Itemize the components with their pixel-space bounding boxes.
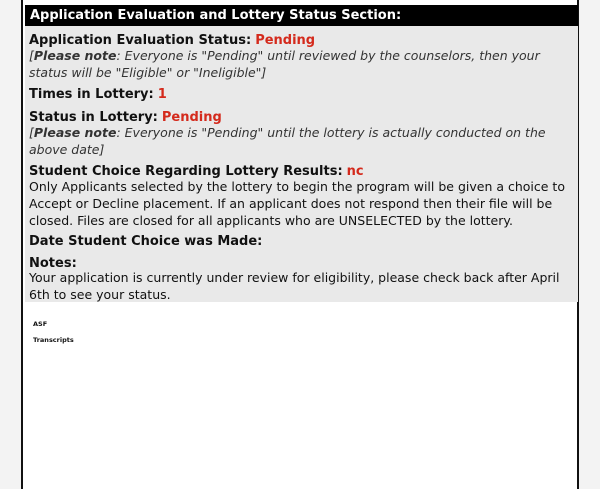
times-in-lottery-value: 1 (157, 87, 167, 102)
lottery-status-note (29, 124, 577, 158)
transcripts-link[interactable]: Transcripts (33, 336, 74, 344)
lottery-status-label: Status in Lottery: (29, 110, 158, 125)
times-in-lottery-line (29, 85, 577, 103)
choice-date-label: Date Student Choice was Made: (29, 234, 263, 249)
evaluation-status-note (29, 47, 577, 81)
evaluation-status-value: Pending (255, 33, 316, 48)
lottery-note-bold: Please note (33, 125, 117, 140)
lottery-note-prefix: [ (29, 125, 34, 140)
choice-date-line (29, 232, 577, 250)
notes-label: Notes: (29, 256, 77, 271)
lottery-status-value: Pending (161, 110, 222, 125)
student-choice-label: Student Choice Regarding Lottery Results: (29, 164, 343, 179)
notes-text: Your application is currently under review for eligibility, please check back after April 6th to see your status. (29, 270, 560, 302)
evaluation-note-text: : Everyone is "Pending" until reviewed by the counselors, then your status will be "Eligible" or "Ineligible"] (29, 48, 540, 80)
evaluation-note-prefix: [ (29, 48, 34, 63)
section-header: Application Evaluation and Lottery Status Section: (25, 5, 578, 26)
lottery-note-text: : Everyone is "Pending" until the lottery is actually conducted on the above date] (29, 125, 546, 157)
student-choice-description: Only Applicants selected by the lottery to begin the program will be given a choice to Accept or Decline placement. If an applicant does not respond then their file will be closed. Files are closed for all applicants who are UNSELECTED by the lottery. (29, 179, 565, 228)
evaluation-note-bold: Please note (33, 48, 117, 63)
student-choice-value: nc (346, 164, 364, 179)
asf-link[interactable]: ASF (33, 320, 48, 328)
times-in-lottery-label: Times in Lottery: (29, 87, 154, 102)
evaluation-status-label: Application Evaluation Status: (29, 33, 252, 48)
